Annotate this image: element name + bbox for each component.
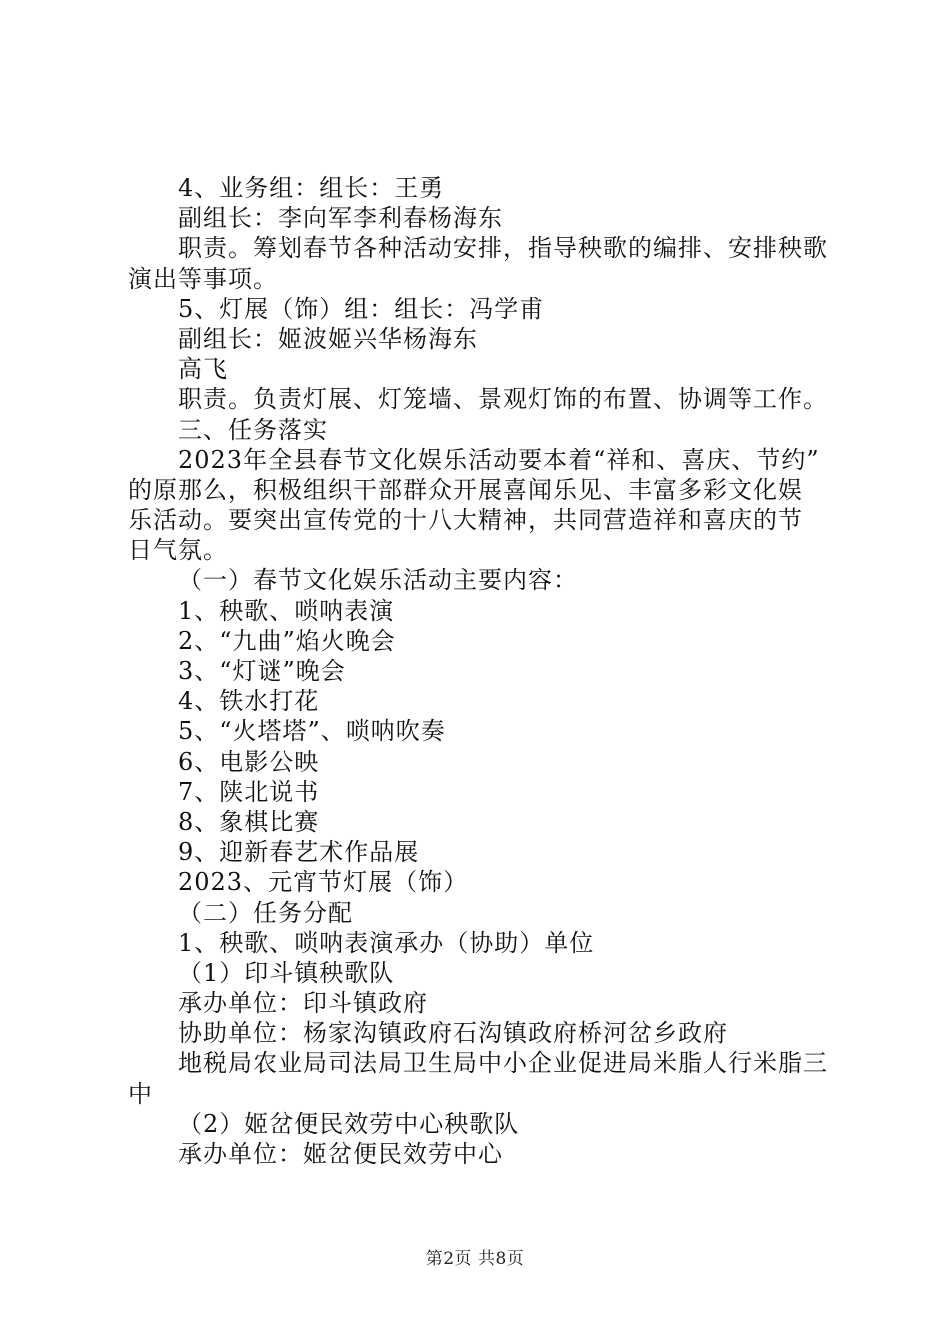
text-line: 1、秧歌、唢呐表演承办（协助）单位 bbox=[178, 928, 595, 957]
list-item: 4、铁水打花 bbox=[178, 687, 320, 716]
list-item: 9、迎新春艺术作品展 bbox=[178, 838, 420, 867]
text-line: 职责。负责灯展、灯笼墙、景观灯饰的布置、协调等工作。 bbox=[178, 385, 828, 414]
list-item: 7、陕北说书 bbox=[178, 777, 320, 806]
text-line: 承办单位：印斗镇政府 bbox=[178, 989, 428, 1018]
text-line: 地税局农业局司法局卫生局中小企业促进局米脂人行米脂三 bbox=[178, 1049, 828, 1078]
text-line: 乐活动。要突出宣传党的十八大精神，共同营造祥和喜庆的节 bbox=[128, 506, 803, 535]
text-line: 5、灯展（饰）组：组长：冯学甫 bbox=[178, 294, 545, 323]
text-line: 中 bbox=[128, 1079, 153, 1108]
text-line: 的原那么，积极组织干部群众开展喜闻乐见、丰富多彩文化娱 bbox=[128, 475, 803, 504]
section-heading: 三、任务落实 bbox=[178, 415, 328, 444]
list-item: 3、“灯谜”晚会 bbox=[178, 657, 346, 685]
text-line: 协助单位：杨家沟镇政府石沟镇政府桥河岔乡政府 bbox=[178, 1019, 728, 1048]
text-line: 副组长：李向军李利春杨海东 bbox=[178, 204, 503, 233]
text-line: 日气氛。 bbox=[128, 536, 228, 565]
text-line: （2）姬岔便民效劳中心秧歌队 bbox=[178, 1109, 520, 1138]
list-item: 2023、元宵节灯展（饰） bbox=[178, 868, 469, 897]
text-line: 副组长：姬波姬兴华杨海东 bbox=[178, 324, 478, 353]
text-line: 演出等事项。 bbox=[128, 264, 278, 293]
text-line: 4、业务组：组长：王勇 bbox=[178, 174, 445, 202]
text-line: 高飞 bbox=[178, 355, 228, 384]
text-line: 职责。筹划春节各种活动安排，指导秧歌的编排、安排秧歌 bbox=[178, 234, 828, 263]
list-item: 5、“火塔塔”、唢呐吹奏 bbox=[178, 717, 446, 746]
document-body bbox=[128, 173, 838, 1169]
list-item: 1、秧歌、唢呐表演 bbox=[178, 596, 395, 625]
page-footer: 第2页 共8页 bbox=[425, 1249, 525, 1269]
list-item: 8、象棋比赛 bbox=[178, 807, 320, 836]
subsection-heading: （一）春节文化娱乐活动主要内容： bbox=[178, 566, 578, 595]
list-item: 2、“九曲”焰火晚会 bbox=[178, 626, 396, 655]
text-line: 2023年全县春节文化娱乐活动要本着“祥和、喜庆、节约” bbox=[178, 445, 820, 474]
subsection-heading: （二）任务分配 bbox=[178, 898, 353, 927]
list-item: 6、电影公映 bbox=[178, 747, 320, 776]
text-line: （1）印斗镇秧歌队 bbox=[178, 958, 395, 987]
text-line: 承办单位：姬岔便民效劳中心 bbox=[178, 1140, 503, 1168]
